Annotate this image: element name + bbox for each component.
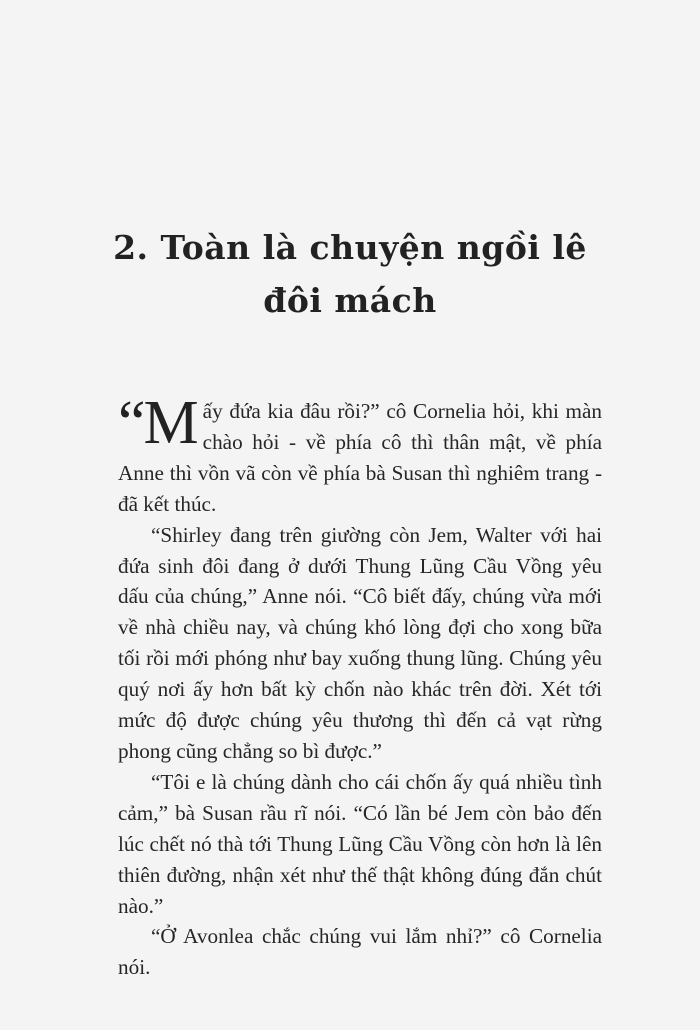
chapter-body: [118, 389, 602, 983]
chapter-title-line-1: 2. Toàn là chuyện ngồi lê: [113, 228, 587, 267]
paragraph-4: “Ở Avonlea chắc chúng vui lắm nhỉ?” cô Cornelia nói.: [118, 924, 602, 980]
drop-cap-letter: M: [143, 389, 199, 457]
paragraph-3: “Tôi e là chúng dành cho cái chốn ấy quá nhiều tình cảm,” bà Susan rầu rĩ nói. “Có lần bé Jem còn bảo đến lúc chết nó thà tới Thung Lũng Cầu Vồng còn hơn là lên thiên đường, nhận xét như thế thật không đúng đắn chút nào.”: [118, 769, 602, 918]
paragraph-2: “Shirley đang trên giường còn Jem, Walter với hai đứa sinh đôi đang ở dưới Thung Lũng Cầu Vồng yêu dấu của chúng,” Anne nói. “Cô biết đấy, chúng vừa mới về nhà chiều nay, và chúng khó lòng đợi cho xong bữa tối rồi mới phóng như bay xuống thung lũng. Chúng yêu quý nơi ấy hơn bất kỳ chốn nào khác trên đời. Xét tới mức độ được chúng yêu thương thì đến cả vạt rừng phong cũng chẳng so bì được.”: [118, 522, 602, 763]
drop-cap: [118, 389, 199, 457]
paragraph-1: [118, 389, 602, 520]
paragraph-1-text: ấy đứa kia đâu rồi?” cô Cornelia hỏi, khi màn chào hỏi - về phía cô thì thân mật, về phía Anne thì vồn vã còn về phía bà Susan thì nghiêm trang - đã kết thúc.: [118, 399, 602, 516]
drop-cap-quote: “: [118, 389, 142, 457]
chapter-title-line-2: đôi mách: [263, 281, 437, 320]
